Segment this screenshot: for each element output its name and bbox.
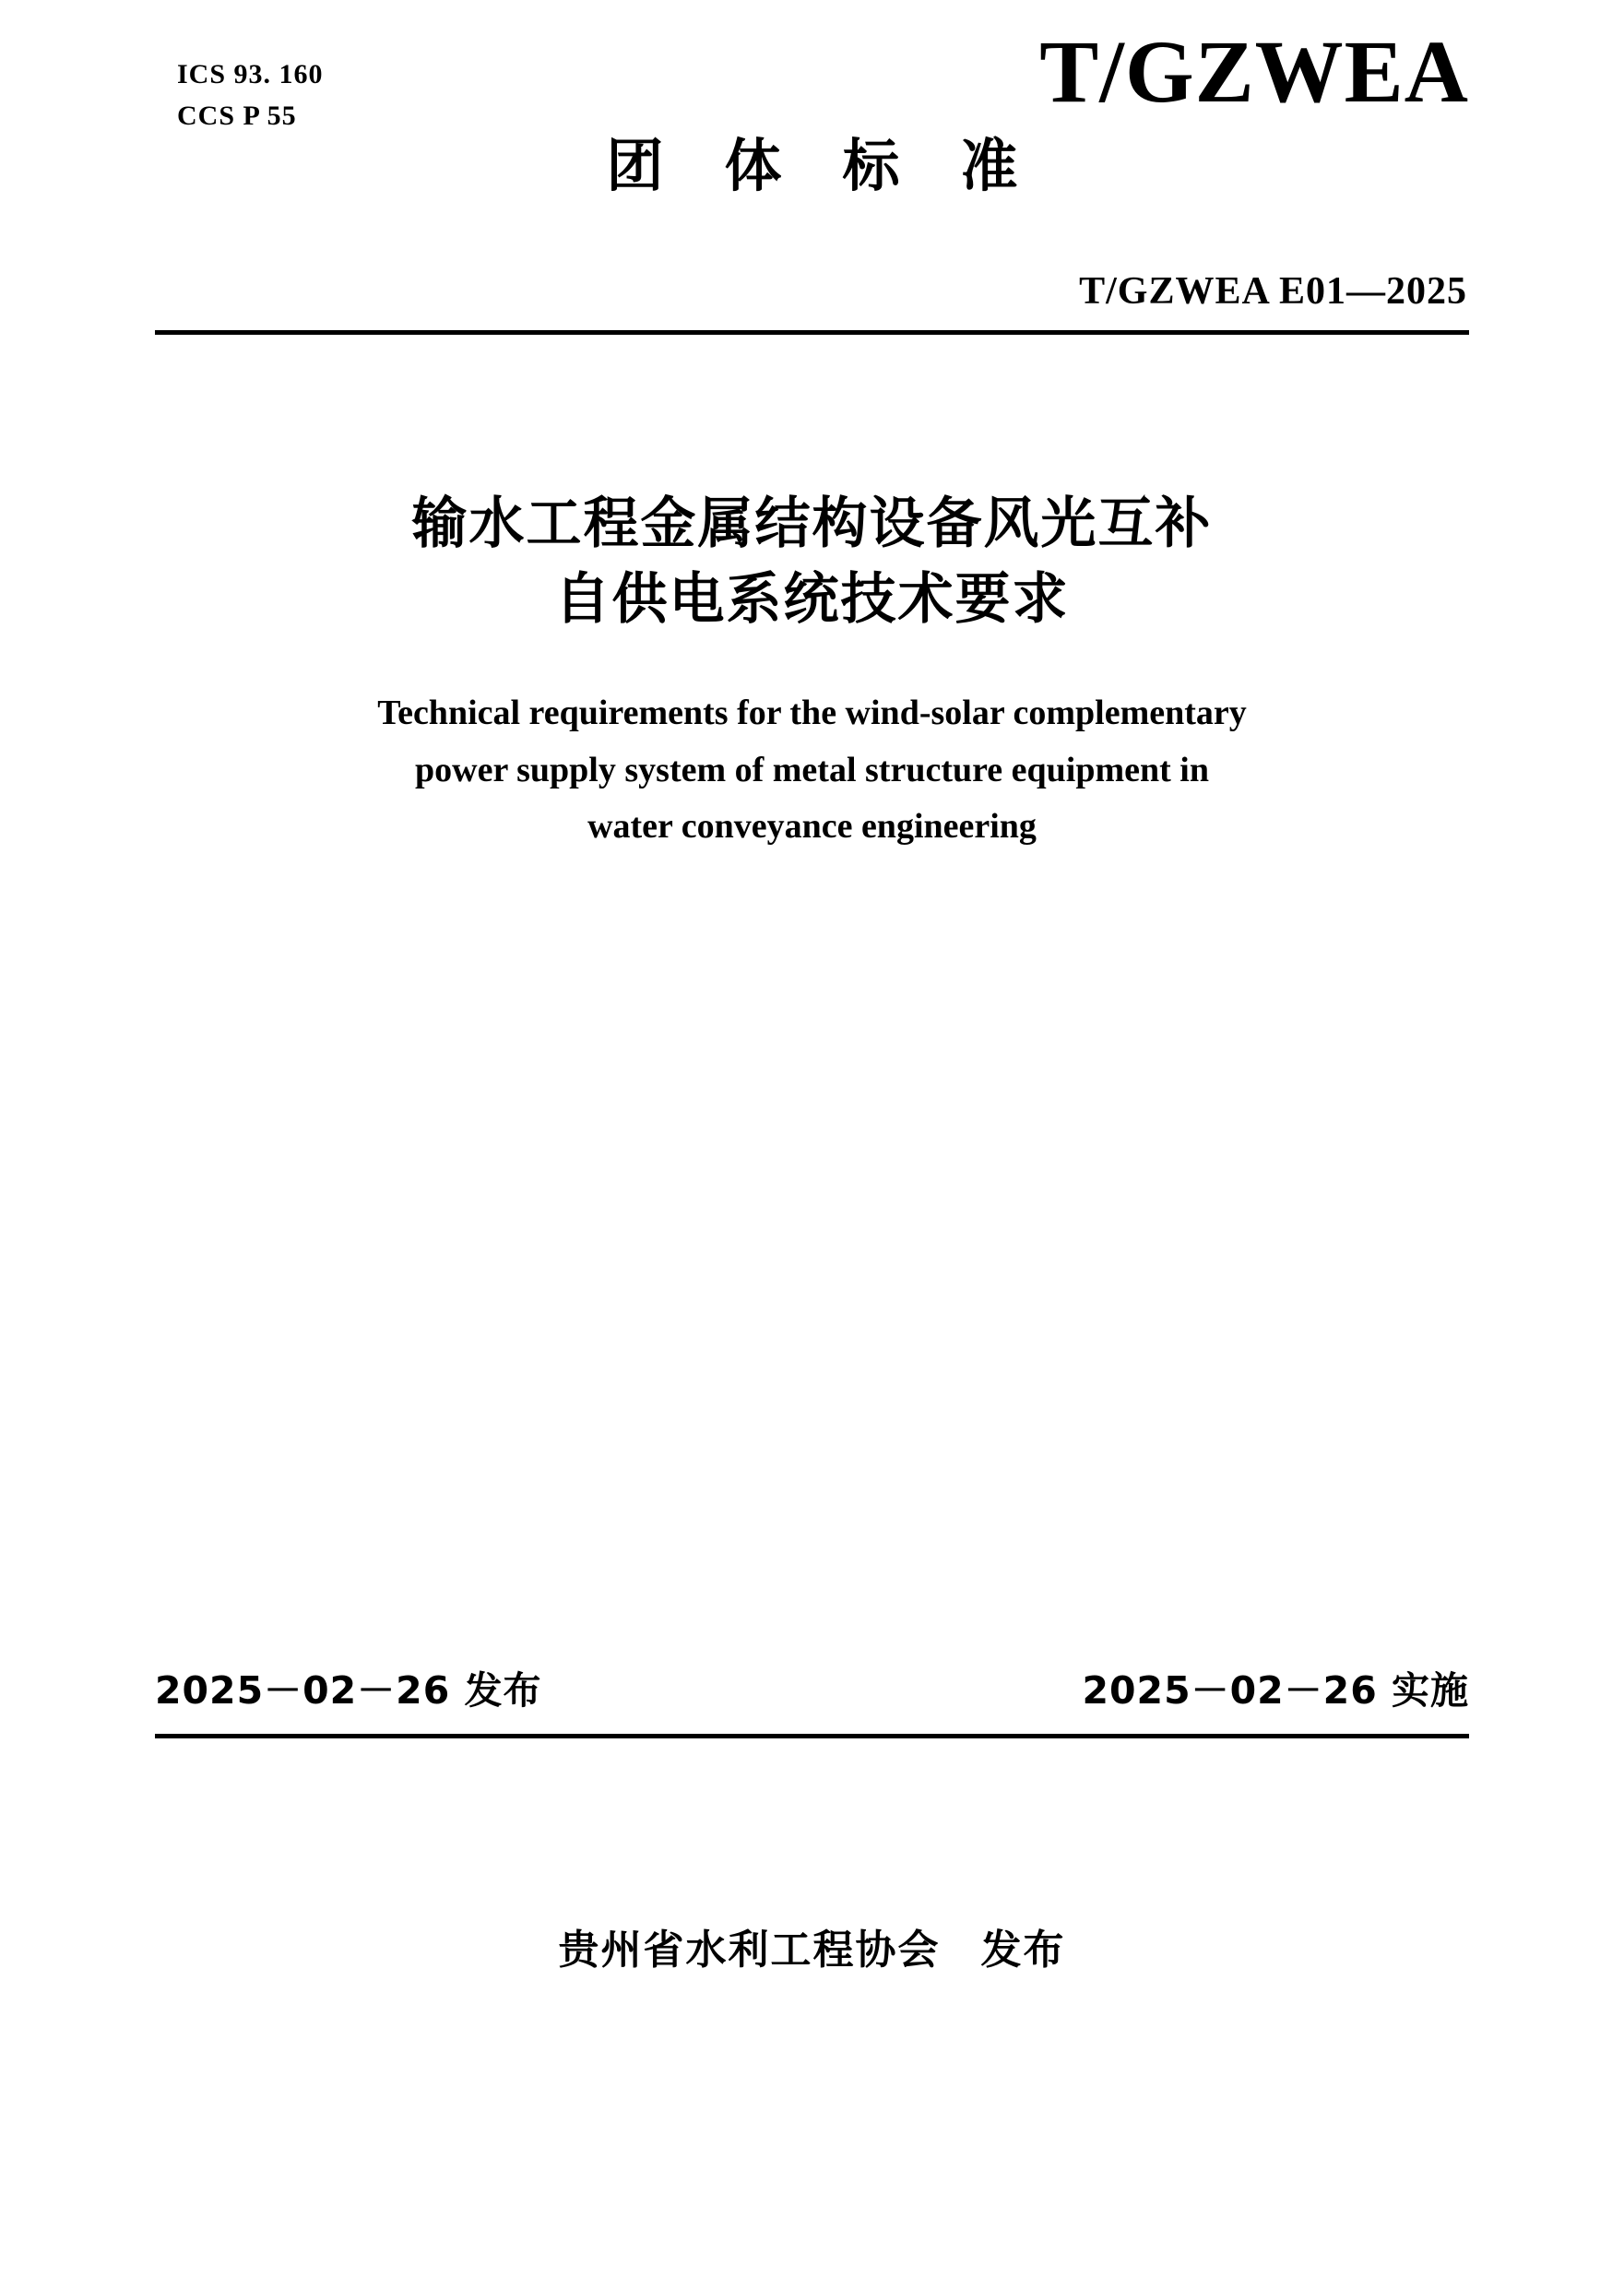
standard-type-char-2: 体 (724, 136, 782, 198)
title-english-line-1: Technical requirements for the wind-solar complementary (377, 694, 1247, 733)
dates-row (155, 1660, 1469, 1714)
title-block (155, 487, 1469, 856)
publisher-action: 发布 (980, 1927, 1066, 1974)
title-english (155, 685, 1469, 856)
ics-code: ICS 93. 160 (177, 59, 324, 89)
title-english-line-3: water conveyance engineering (587, 807, 1037, 847)
standard-type-label (606, 138, 1017, 196)
publisher-name: 贵州省水利工程协会 (558, 1927, 941, 1974)
classification-codes (177, 53, 324, 136)
issue-date: 2025－02－26 发布 (155, 1668, 542, 1713)
implementation-date: 2025－02－26 实施 (1082, 1668, 1469, 1713)
standard-number: T/GZWEA E01—2025 (1079, 270, 1467, 313)
title-chinese (155, 487, 1469, 637)
title-chinese-line-2: 自供电系统技术要求 (554, 566, 1070, 632)
cover-header (155, 0, 1469, 249)
title-english-line-2: power supply system of metal structure equipment in (415, 750, 1209, 789)
title-chinese-line-1: 输水工程金属结构设备风光互补 (411, 492, 1213, 556)
standard-type-char-4: 准 (960, 136, 1018, 198)
organization-mark: T/GZWEA (1039, 22, 1469, 121)
header-divider (155, 330, 1469, 335)
standard-type-char-1: 团 (606, 136, 664, 198)
standard-type-char-3: 标 (842, 136, 900, 198)
ccs-code: CCS P 55 (177, 101, 297, 131)
publisher-line (0, 1916, 1624, 1975)
footer-divider (155, 1734, 1469, 1738)
